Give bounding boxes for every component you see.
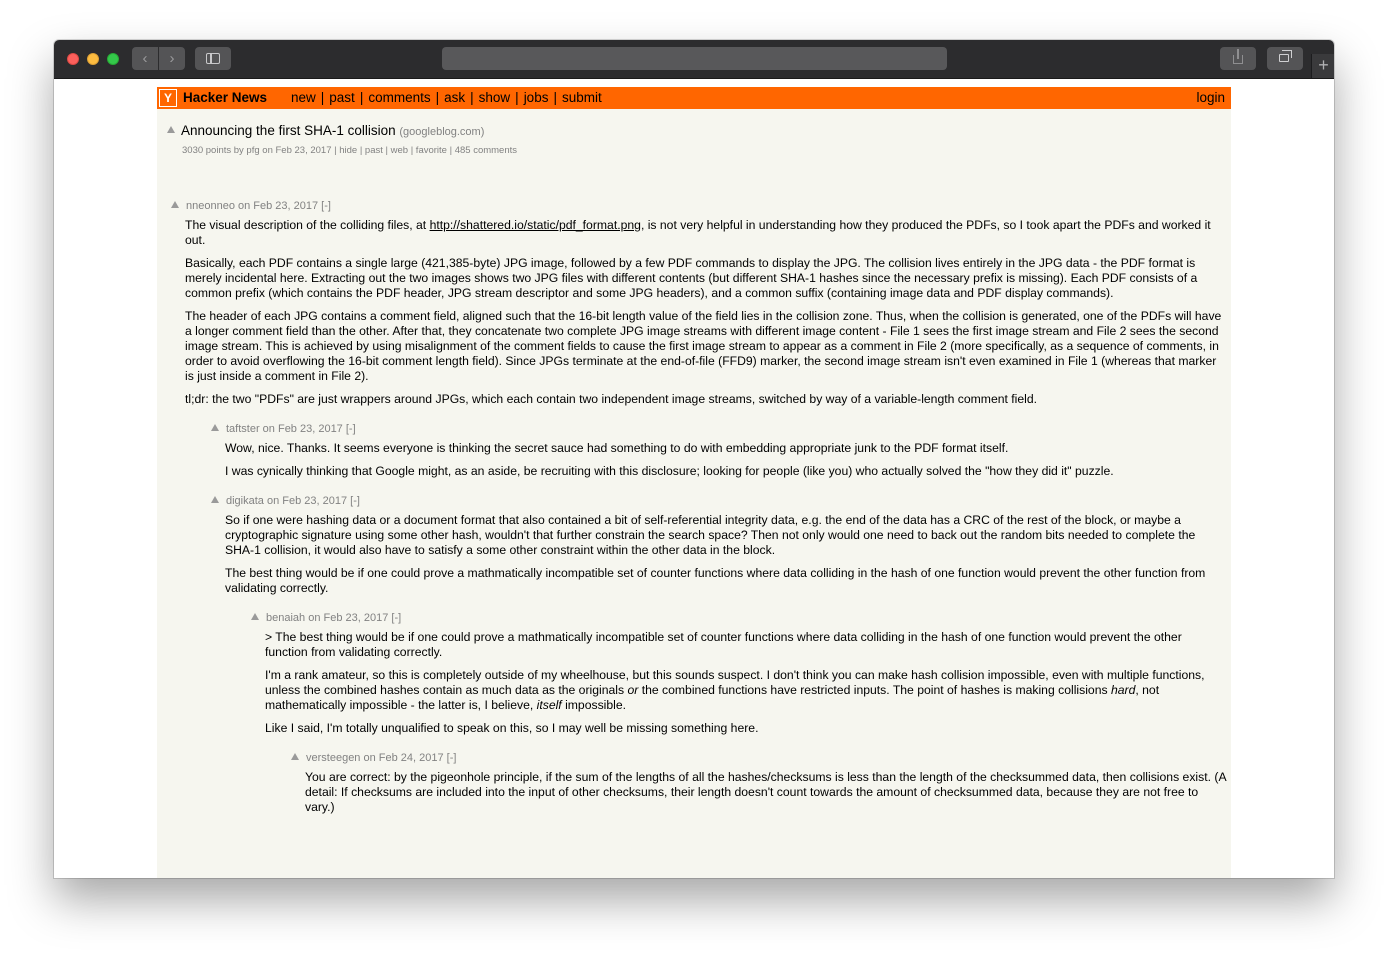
back-button[interactable]	[132, 47, 158, 70]
comment-paragraph: Wow, nice. Thanks. It seems everyone is thinking the secret sauce had something to do with embedding appropriate junk to the PDF format itself.	[225, 441, 1009, 455]
story-site[interactable]: (googleblog.com)	[399, 126, 485, 138]
comment-tree	[171, 199, 1227, 830]
comment-header	[171, 199, 1227, 213]
nav-jobs-link[interactable]: jobs	[523, 90, 549, 105]
chevron-right-icon: ›	[169, 50, 175, 67]
comment-meta[interactable]: taftster on Feb 23, 2017 [-]	[226, 423, 356, 435]
tabs-icon	[1279, 54, 1289, 62]
comment	[251, 611, 1227, 736]
story-subtext[interactable]: 3030 points by pfg on Feb 23, 2017 | hide | past | web | favorite | 485 comments	[182, 145, 518, 156]
hn-nav: new | past | comments | ask | show | jobs | submit	[291, 90, 602, 105]
hn-header	[157, 87, 1231, 109]
browser-toolbar	[54, 40, 1334, 79]
comment-paragraph	[185, 218, 1227, 248]
upvote-arrow-icon[interactable]	[291, 753, 299, 760]
new-tab-button[interactable]	[1311, 54, 1334, 78]
login-link[interactable]: login	[1196, 90, 1225, 105]
share-icon	[1233, 55, 1243, 64]
comment	[291, 751, 1227, 815]
comment-italic: itself	[536, 698, 562, 712]
comment-meta[interactable]: benaiah on Feb 23, 2017 [-]	[266, 612, 402, 624]
comment	[171, 199, 1227, 407]
nav-past-link[interactable]: past	[329, 90, 355, 105]
upvote-arrow-icon[interactable]	[211, 496, 219, 503]
comment-text: The visual description of the colliding files, at	[185, 218, 430, 232]
comment-paragraph: Like I said, I'm totally unqualified to speak on this, so I may well be missing something here.	[265, 721, 759, 735]
hn-logo[interactable]: Y	[159, 89, 177, 107]
comment-meta[interactable]: nneonneo on Feb 23, 2017 [-]	[186, 200, 331, 212]
nav-show-link[interactable]: show	[478, 90, 511, 105]
comment-text: I'm a rank amateur, so this is completely outside of my wheelhouse, but this sounds suspect. I don't think you can make hash collision impossible, even with multiple functions, unless the combined hashes contain as much data as the originals	[265, 668, 1205, 697]
nav-new-link[interactable]: new	[291, 90, 316, 105]
comment-link[interactable]: http://shattered.io/static/pdf_format.png	[429, 218, 641, 232]
sidebar-icon	[206, 53, 220, 64]
nav-ask-link[interactable]: ask	[444, 90, 466, 105]
upvote-arrow-icon[interactable]	[167, 126, 175, 133]
comment-paragraph: > The best thing would be if one could prove a mathmatically incompatible set of counter functions where data colliding in the hash of one function would prevent the other function from validating correctly.	[265, 630, 1182, 659]
upvote-arrow-icon[interactable]	[171, 201, 179, 208]
hn-brand-link[interactable]: Hacker News	[183, 90, 268, 105]
comment-italic: or	[627, 683, 639, 697]
comment	[211, 422, 1227, 479]
comment-header	[251, 611, 1227, 625]
comment-paragraph: So if one were hashing data or a document format that also contained a bit of self-referential integrity data, e.g. the end of the data has a CRC of the rest of the block, or maybe a cryptographic signature using some other hash, wouldn't that further constrain the search space? Then not only would one need to back out the random bits needed to complete the SHA-1 collision, it would also have to satisfy a some other constraint within the other data in the block.	[225, 513, 1196, 557]
hn-page	[157, 87, 1231, 878]
comment-text: , not mathematically impossible - the latter is, I believe,	[265, 683, 1160, 712]
forward-button[interactable]	[159, 47, 185, 70]
nav-submit-link[interactable]: submit	[561, 90, 602, 105]
comment-body	[225, 441, 1227, 479]
comment-body	[265, 630, 1227, 736]
comment-header	[291, 751, 1227, 765]
plus-icon: +	[1318, 55, 1329, 75]
comment-paragraph: The best thing would be if one could prove a mathmatically incompatible set of counter functions where data colliding in the hash of one function would prevent the other function from validating correctly.	[225, 566, 1206, 595]
browser-window	[54, 40, 1334, 878]
story-title-link[interactable]: Announcing the first SHA-1 collision	[181, 123, 396, 138]
comment-paragraph: You are correct: by the pigeonhole principle, if the sum of the lengths of all the hashes/checksums is less than the length of the checksummed data, then collisions exist. (A detail: If checksums are included into the input of other checksums, their length doesn't count towards the amount of checksummed data, because they are not free to vary.)	[305, 770, 1226, 814]
comment-text: the combined functions have restricted inputs. The point of hashes is making collisions	[638, 683, 1111, 697]
comment-body	[185, 218, 1227, 407]
comment-header	[211, 422, 1227, 436]
story-title-row	[167, 122, 1227, 141]
minimize-window-button[interactable]	[87, 53, 99, 65]
upvote-arrow-icon[interactable]	[251, 613, 259, 620]
page-content	[54, 79, 1334, 878]
comment-paragraph: Basically, each PDF contains a single large (421,385-byte) JPG image, followed by a few PDF commands to display the JPG. The collision lives entirely in the JPG data - the PDF format is merely incidental here. Extracting out the two images shows two JPG files with different contents (but different SHA-1 hashes since the necessary prefix is missing). Each PDF consists of a common prefix (which contains the PDF header, JPG stream descriptor and some JPG headers), and a common suffix (containing image data and PDF display commands).	[185, 256, 1198, 300]
address-bar[interactable]	[442, 47, 947, 70]
comment-text: , is not very helpful in understanding how they produced the PDFs, so I took apart the PDFs and worked it out.	[185, 218, 1211, 247]
maximize-window-button[interactable]	[107, 53, 119, 65]
upvote-arrow-icon[interactable]	[211, 424, 219, 431]
comment-paragraph	[265, 668, 1227, 713]
comment-paragraph: I was cynically thinking that Google might, as an aside, be recruiting with this disclosure; looking for people (like you) who actually solved the "how they did it" puzzle.	[225, 464, 1114, 478]
sidebar-toggle-button[interactable]	[195, 47, 231, 70]
comment-paragraph: tl;dr: the two "PDFs" are just wrappers around JPGs, which each contain two independent image streams, switched by way of a variable-length comment field.	[185, 392, 1038, 406]
comment-paragraph: The header of each JPG contains a comment field, aligned such that the 16-bit length value of the field lies in the collision zone. Thus, when the collision is generated, one of the PDFs will have a longer comment field than the other. After that, they concatenate two complete JPG image streams with different image content - File 1 sees the first image stream and File 2 sees the second image stream. This is achieved by using misalignment of the comment fields to cause the first image stream to appear as a comment in File 2 (more specifically, as a sequence of comments, in order to avoid overflowing the 16-bit comment length field). Since JPGs terminate at the end-of-file (FFD9) marker, the second image stream isn't even examined in File 1 (whereas that marker is just inside a comment in File 2).	[185, 309, 1222, 383]
comment-italic: hard	[1110, 683, 1136, 697]
comment-body	[225, 513, 1227, 596]
nav-comments-link[interactable]: comments	[368, 90, 431, 105]
show-tabs-button[interactable]	[1267, 47, 1303, 70]
close-window-button[interactable]	[67, 53, 79, 65]
share-button[interactable]	[1220, 47, 1256, 70]
comment-meta[interactable]: digikata on Feb 23, 2017 [-]	[226, 495, 360, 507]
chevron-left-icon: ‹	[142, 50, 148, 67]
comment-body	[305, 770, 1227, 815]
story	[167, 122, 1227, 156]
comment	[211, 494, 1227, 596]
comment-text: impossible.	[561, 698, 627, 712]
comment-meta[interactable]: versteegen on Feb 24, 2017 [-]	[306, 752, 457, 764]
comment-header	[211, 494, 1227, 508]
